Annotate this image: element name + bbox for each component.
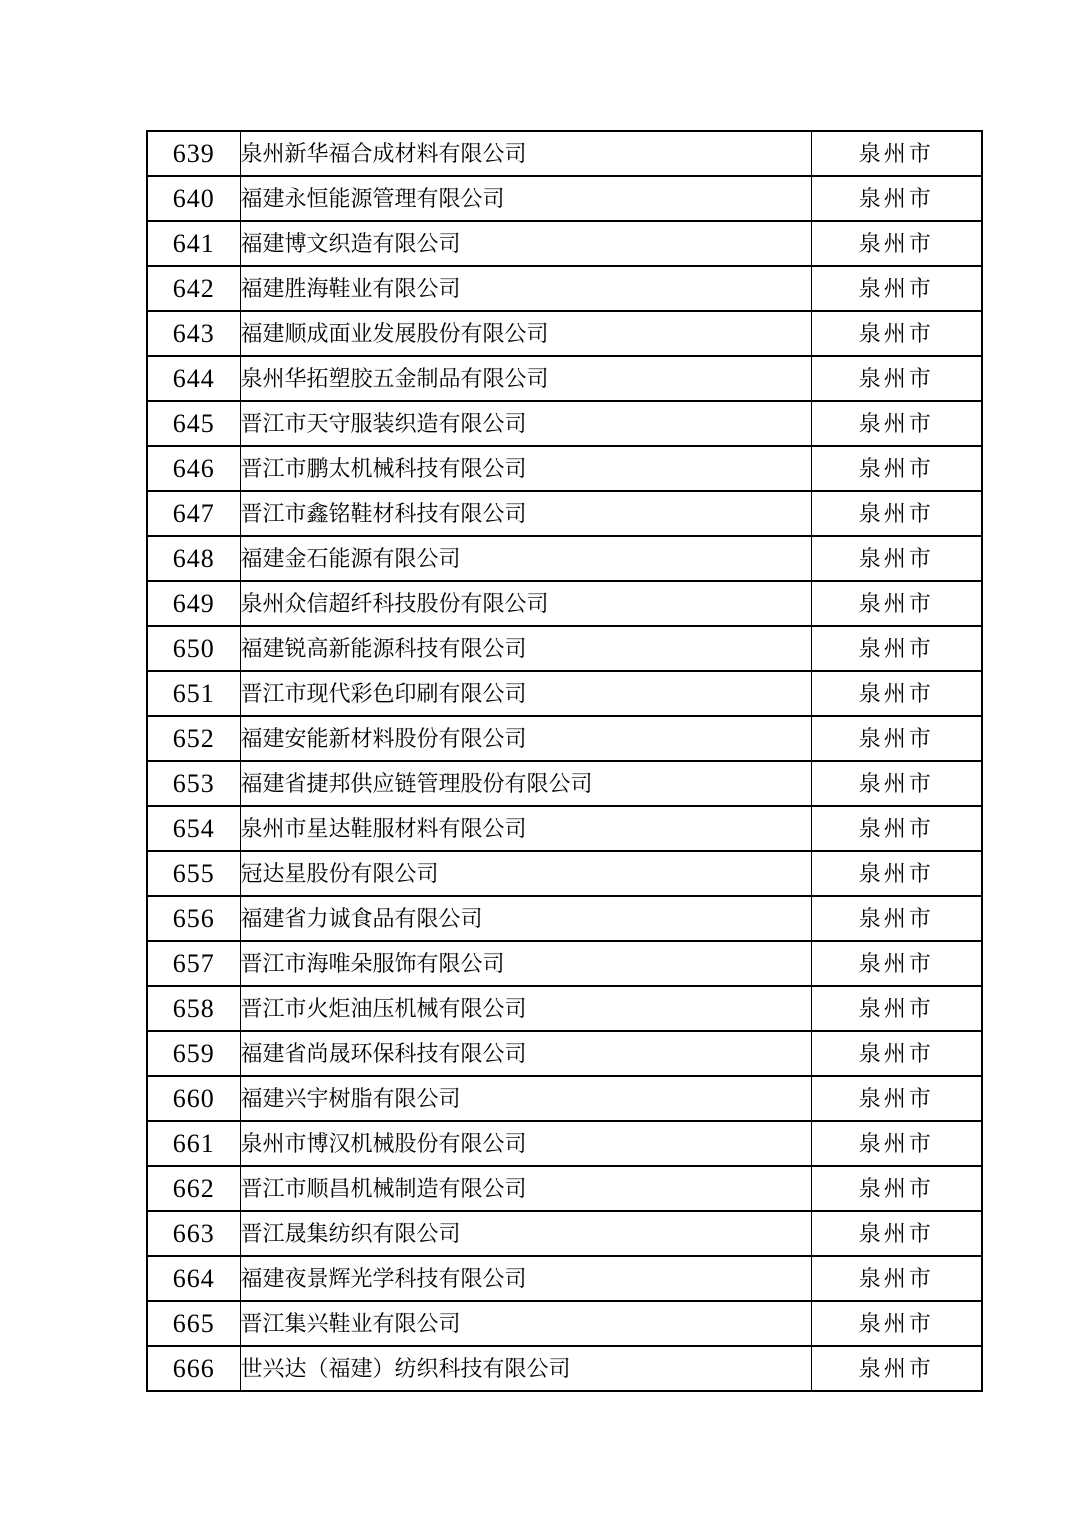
company-name-cell: 泉州市星达鞋服材料有限公司 bbox=[240, 806, 811, 851]
city-cell: 泉州市 bbox=[811, 986, 982, 1031]
city-cell: 泉州市 bbox=[811, 941, 982, 986]
city-cell: 泉州市 bbox=[811, 221, 982, 266]
city-cell: 泉州市 bbox=[811, 896, 982, 941]
company-name-cell: 福建博文织造有限公司 bbox=[240, 221, 811, 266]
city-cell: 泉州市 bbox=[811, 761, 982, 806]
company-name-cell: 晋江市鹏太机械科技有限公司 bbox=[240, 446, 811, 491]
company-name-cell: 福建锐高新能源科技有限公司 bbox=[240, 626, 811, 671]
row-index-cell: 658 bbox=[147, 986, 240, 1031]
row-index-cell: 650 bbox=[147, 626, 240, 671]
city-cell: 泉州市 bbox=[811, 581, 982, 626]
row-index-cell: 663 bbox=[147, 1211, 240, 1256]
city-cell: 泉州市 bbox=[811, 1256, 982, 1301]
row-index-cell: 645 bbox=[147, 401, 240, 446]
company-name-cell: 福建省捷邦供应链管理股份有限公司 bbox=[240, 761, 811, 806]
table-row bbox=[147, 401, 982, 446]
city-cell: 泉州市 bbox=[811, 401, 982, 446]
table-row bbox=[147, 176, 982, 221]
table-row bbox=[147, 1301, 982, 1346]
table-row bbox=[147, 851, 982, 896]
city-cell: 泉州市 bbox=[811, 671, 982, 716]
row-index-cell: 646 bbox=[147, 446, 240, 491]
row-index-cell: 661 bbox=[147, 1121, 240, 1166]
city-cell: 泉州市 bbox=[811, 1121, 982, 1166]
company-name-cell: 晋江市火炬油压机械有限公司 bbox=[240, 986, 811, 1031]
row-index-cell: 648 bbox=[147, 536, 240, 581]
company-name-cell: 晋江市天守服装织造有限公司 bbox=[240, 401, 811, 446]
city-cell: 泉州市 bbox=[811, 1301, 982, 1346]
table-row bbox=[147, 1256, 982, 1301]
company-name-cell: 晋江晟集纺织有限公司 bbox=[240, 1211, 811, 1256]
table-row bbox=[147, 761, 982, 806]
table-row bbox=[147, 131, 982, 176]
table-row bbox=[147, 1346, 982, 1391]
row-index-cell: 654 bbox=[147, 806, 240, 851]
row-index-cell: 665 bbox=[147, 1301, 240, 1346]
company-name-cell: 晋江市鑫铭鞋材科技有限公司 bbox=[240, 491, 811, 536]
table-row bbox=[147, 941, 982, 986]
company-name-cell: 泉州市博汉机械股份有限公司 bbox=[240, 1121, 811, 1166]
table-row bbox=[147, 491, 982, 536]
company-name-cell: 泉州华拓塑胶五金制品有限公司 bbox=[240, 356, 811, 401]
table-row bbox=[147, 806, 982, 851]
table-row bbox=[147, 266, 982, 311]
row-index-cell: 655 bbox=[147, 851, 240, 896]
company-name-cell: 冠达星股份有限公司 bbox=[240, 851, 811, 896]
city-cell: 泉州市 bbox=[811, 1166, 982, 1211]
company-name-cell: 福建夜景辉光学科技有限公司 bbox=[240, 1256, 811, 1301]
city-cell: 泉州市 bbox=[811, 1076, 982, 1121]
city-cell: 泉州市 bbox=[811, 491, 982, 536]
city-cell: 泉州市 bbox=[811, 806, 982, 851]
row-index-cell: 657 bbox=[147, 941, 240, 986]
row-index-cell: 643 bbox=[147, 311, 240, 356]
table-row bbox=[147, 1166, 982, 1211]
company-name-cell: 福建兴宇树脂有限公司 bbox=[240, 1076, 811, 1121]
company-name-cell: 晋江集兴鞋业有限公司 bbox=[240, 1301, 811, 1346]
city-cell: 泉州市 bbox=[811, 1211, 982, 1256]
row-index-cell: 652 bbox=[147, 716, 240, 761]
company-name-cell: 福建顺成面业发展股份有限公司 bbox=[240, 311, 811, 356]
city-cell: 泉州市 bbox=[811, 1346, 982, 1391]
company-name-cell: 泉州新华福合成材料有限公司 bbox=[240, 131, 811, 176]
table-row bbox=[147, 896, 982, 941]
table-row bbox=[147, 446, 982, 491]
company-name-cell: 福建省尚晟环保科技有限公司 bbox=[240, 1031, 811, 1076]
table-row bbox=[147, 536, 982, 581]
row-index-cell: 653 bbox=[147, 761, 240, 806]
city-cell: 泉州市 bbox=[811, 1031, 982, 1076]
row-index-cell: 662 bbox=[147, 1166, 240, 1211]
row-index-cell: 666 bbox=[147, 1346, 240, 1391]
city-cell: 泉州市 bbox=[811, 626, 982, 671]
table-row bbox=[147, 311, 982, 356]
company-name-cell: 福建金石能源有限公司 bbox=[240, 536, 811, 581]
row-index-cell: 641 bbox=[147, 221, 240, 266]
table-row bbox=[147, 221, 982, 266]
city-cell: 泉州市 bbox=[811, 266, 982, 311]
company-name-cell: 福建省力诚食品有限公司 bbox=[240, 896, 811, 941]
row-index-cell: 664 bbox=[147, 1256, 240, 1301]
row-index-cell: 656 bbox=[147, 896, 240, 941]
company-name-cell: 晋江市顺昌机械制造有限公司 bbox=[240, 1166, 811, 1211]
row-index-cell: 659 bbox=[147, 1031, 240, 1076]
company-name-cell: 福建胜海鞋业有限公司 bbox=[240, 266, 811, 311]
table-row bbox=[147, 986, 982, 1031]
table-row bbox=[147, 581, 982, 626]
city-cell: 泉州市 bbox=[811, 311, 982, 356]
company-name-cell: 晋江市海唯朵服饰有限公司 bbox=[240, 941, 811, 986]
city-cell: 泉州市 bbox=[811, 176, 982, 221]
table-row bbox=[147, 1121, 982, 1166]
table-row bbox=[147, 1076, 982, 1121]
row-index-cell: 647 bbox=[147, 491, 240, 536]
company-name-cell: 福建永恒能源管理有限公司 bbox=[240, 176, 811, 221]
table-row bbox=[147, 626, 982, 671]
company-name-cell: 泉州众信超纤科技股份有限公司 bbox=[240, 581, 811, 626]
city-cell: 泉州市 bbox=[811, 536, 982, 581]
row-index-cell: 649 bbox=[147, 581, 240, 626]
city-cell: 泉州市 bbox=[811, 851, 982, 896]
city-cell: 泉州市 bbox=[811, 716, 982, 761]
row-index-cell: 651 bbox=[147, 671, 240, 716]
city-cell: 泉州市 bbox=[811, 446, 982, 491]
company-name-cell: 福建安能新材料股份有限公司 bbox=[240, 716, 811, 761]
row-index-cell: 640 bbox=[147, 176, 240, 221]
row-index-cell: 660 bbox=[147, 1076, 240, 1121]
company-name-cell: 世兴达（福建）纺织科技有限公司 bbox=[240, 1346, 811, 1391]
city-cell: 泉州市 bbox=[811, 131, 982, 176]
table-row bbox=[147, 356, 982, 401]
company-table-body bbox=[147, 131, 982, 1391]
table-row bbox=[147, 1211, 982, 1256]
table-row bbox=[147, 671, 982, 716]
row-index-cell: 642 bbox=[147, 266, 240, 311]
row-index-cell: 644 bbox=[147, 356, 240, 401]
company-table bbox=[146, 130, 983, 1392]
city-cell: 泉州市 bbox=[811, 356, 982, 401]
company-name-cell: 晋江市现代彩色印刷有限公司 bbox=[240, 671, 811, 716]
row-index-cell: 639 bbox=[147, 131, 240, 176]
table-row bbox=[147, 716, 982, 761]
table-row bbox=[147, 1031, 982, 1076]
